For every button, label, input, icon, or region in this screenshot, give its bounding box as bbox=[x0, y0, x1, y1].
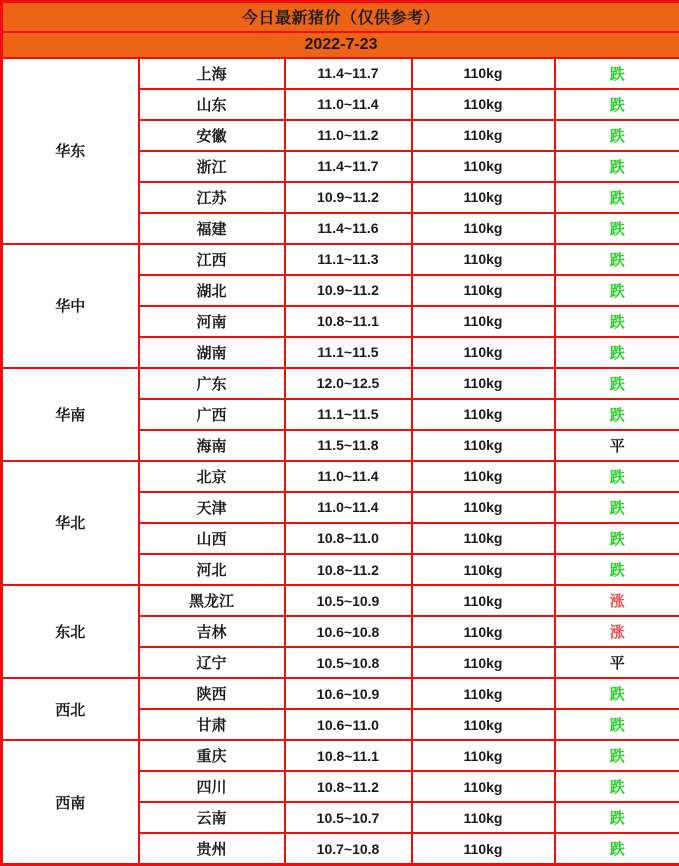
province-cell: 云南 bbox=[139, 802, 285, 833]
weight-cell: 110kg bbox=[412, 771, 555, 802]
trend-cell: 跌 bbox=[555, 151, 679, 182]
province-cell: 河北 bbox=[139, 554, 285, 585]
price-cell: 12.0~12.5 bbox=[285, 368, 412, 399]
province-cell: 江苏 bbox=[139, 182, 285, 213]
region-cell: 西南 bbox=[2, 740, 139, 864]
weight-cell: 110kg bbox=[412, 678, 555, 709]
price-cell: 10.8~11.2 bbox=[285, 771, 412, 802]
table-row bbox=[2, 244, 679, 275]
trend-cell: 跌 bbox=[555, 492, 679, 523]
province-cell: 福建 bbox=[139, 213, 285, 244]
trend-cell: 平 bbox=[555, 647, 679, 678]
price-cell: 10.6~11.0 bbox=[285, 709, 412, 740]
province-cell: 上海 bbox=[139, 58, 285, 89]
trend-cell: 跌 bbox=[555, 368, 679, 399]
trend-cell: 跌 bbox=[555, 523, 679, 554]
province-cell: 海南 bbox=[139, 430, 285, 461]
trend-cell: 跌 bbox=[555, 802, 679, 833]
province-cell: 北京 bbox=[139, 461, 285, 492]
trend-cell: 跌 bbox=[555, 306, 679, 337]
weight-cell: 110kg bbox=[412, 492, 555, 523]
price-cell: 10.9~11.2 bbox=[285, 275, 412, 306]
region-cell: 东北 bbox=[2, 585, 139, 678]
price-cell: 10.7~10.8 bbox=[285, 833, 412, 864]
trend-cell: 涨 bbox=[555, 585, 679, 616]
table-title-row bbox=[2, 2, 679, 32]
region-cell: 西北 bbox=[2, 678, 139, 740]
trend-cell: 平 bbox=[555, 430, 679, 461]
province-cell: 贵州 bbox=[139, 833, 285, 864]
weight-cell: 110kg bbox=[412, 399, 555, 430]
province-cell: 陕西 bbox=[139, 678, 285, 709]
trend-cell: 跌 bbox=[555, 58, 679, 89]
table-row bbox=[2, 585, 679, 616]
weight-cell: 110kg bbox=[412, 616, 555, 647]
trend-cell: 跌 bbox=[555, 461, 679, 492]
weight-cell: 110kg bbox=[412, 275, 555, 306]
trend-cell: 跌 bbox=[555, 244, 679, 275]
table-row bbox=[2, 740, 679, 771]
price-cell: 10.6~10.8 bbox=[285, 616, 412, 647]
price-cell: 10.6~10.9 bbox=[285, 678, 412, 709]
weight-cell: 110kg bbox=[412, 89, 555, 120]
trend-cell: 跌 bbox=[555, 89, 679, 120]
table-date-row bbox=[2, 32, 679, 58]
price-cell: 10.5~10.9 bbox=[285, 585, 412, 616]
trend-cell: 跌 bbox=[555, 678, 679, 709]
province-cell: 广西 bbox=[139, 399, 285, 430]
trend-cell: 跌 bbox=[555, 275, 679, 306]
trend-cell: 跌 bbox=[555, 740, 679, 771]
weight-cell: 110kg bbox=[412, 461, 555, 492]
province-cell: 重庆 bbox=[139, 740, 285, 771]
price-cell: 10.9~11.2 bbox=[285, 182, 412, 213]
price-cell: 11.0~11.2 bbox=[285, 120, 412, 151]
price-cell: 11.4~11.6 bbox=[285, 213, 412, 244]
trend-cell: 跌 bbox=[555, 554, 679, 585]
weight-cell: 110kg bbox=[412, 213, 555, 244]
weight-cell: 110kg bbox=[412, 523, 555, 554]
province-cell: 广东 bbox=[139, 368, 285, 399]
price-cell: 11.0~11.4 bbox=[285, 461, 412, 492]
weight-cell: 110kg bbox=[412, 802, 555, 833]
price-cell: 10.8~11.1 bbox=[285, 306, 412, 337]
province-cell: 江西 bbox=[139, 244, 285, 275]
price-cell: 10.8~11.1 bbox=[285, 740, 412, 771]
trend-cell: 跌 bbox=[555, 182, 679, 213]
weight-cell: 110kg bbox=[412, 585, 555, 616]
weight-cell: 110kg bbox=[412, 244, 555, 275]
price-cell: 11.5~11.8 bbox=[285, 430, 412, 461]
province-cell: 安徽 bbox=[139, 120, 285, 151]
price-cell: 10.8~11.0 bbox=[285, 523, 412, 554]
table-row bbox=[2, 58, 679, 89]
price-cell: 11.1~11.3 bbox=[285, 244, 412, 275]
trend-cell: 跌 bbox=[555, 120, 679, 151]
region-cell: 华南 bbox=[2, 368, 139, 461]
price-cell: 10.5~10.7 bbox=[285, 802, 412, 833]
province-cell: 辽宁 bbox=[139, 647, 285, 678]
province-cell: 湖北 bbox=[139, 275, 285, 306]
price-cell: 11.4~11.7 bbox=[285, 151, 412, 182]
trend-cell: 跌 bbox=[555, 213, 679, 244]
weight-cell: 110kg bbox=[412, 182, 555, 213]
weight-cell: 110kg bbox=[412, 833, 555, 864]
trend-cell: 跌 bbox=[555, 337, 679, 368]
province-cell: 天津 bbox=[139, 492, 285, 523]
weight-cell: 110kg bbox=[412, 554, 555, 585]
region-cell: 华东 bbox=[2, 58, 139, 244]
province-cell: 河南 bbox=[139, 306, 285, 337]
province-cell: 山西 bbox=[139, 523, 285, 554]
weight-cell: 110kg bbox=[412, 740, 555, 771]
trend-cell: 跌 bbox=[555, 833, 679, 864]
weight-cell: 110kg bbox=[412, 368, 555, 399]
price-cell: 11.0~11.4 bbox=[285, 89, 412, 120]
province-cell: 甘肃 bbox=[139, 709, 285, 740]
region-cell: 华中 bbox=[2, 244, 139, 368]
province-cell: 黑龙江 bbox=[139, 585, 285, 616]
province-cell: 山东 bbox=[139, 89, 285, 120]
weight-cell: 110kg bbox=[412, 306, 555, 337]
weight-cell: 110kg bbox=[412, 58, 555, 89]
trend-cell: 涨 bbox=[555, 616, 679, 647]
weight-cell: 110kg bbox=[412, 151, 555, 182]
trend-cell: 跌 bbox=[555, 399, 679, 430]
region-cell: 华北 bbox=[2, 461, 139, 585]
price-cell: 11.1~11.5 bbox=[285, 399, 412, 430]
trend-cell: 跌 bbox=[555, 709, 679, 740]
table-row bbox=[2, 678, 679, 709]
table-row bbox=[2, 368, 679, 399]
weight-cell: 110kg bbox=[412, 647, 555, 678]
province-cell: 四川 bbox=[139, 771, 285, 802]
price-cell: 11.0~11.4 bbox=[285, 492, 412, 523]
price-cell: 10.8~11.2 bbox=[285, 554, 412, 585]
province-cell: 湖南 bbox=[139, 337, 285, 368]
weight-cell: 110kg bbox=[412, 430, 555, 461]
price-cell: 11.1~11.5 bbox=[285, 337, 412, 368]
weight-cell: 110kg bbox=[412, 709, 555, 740]
weight-cell: 110kg bbox=[412, 337, 555, 368]
price-cell: 10.5~10.8 bbox=[285, 647, 412, 678]
price-cell: 11.4~11.7 bbox=[285, 58, 412, 89]
trend-cell: 跌 bbox=[555, 771, 679, 802]
province-cell: 浙江 bbox=[139, 151, 285, 182]
province-cell: 吉林 bbox=[139, 616, 285, 647]
weight-cell: 110kg bbox=[412, 120, 555, 151]
page-title: 今日最新猪价（仅供参考） bbox=[2, 2, 679, 32]
table-row bbox=[2, 461, 679, 492]
date-label: 2022-7-23 bbox=[2, 32, 679, 58]
